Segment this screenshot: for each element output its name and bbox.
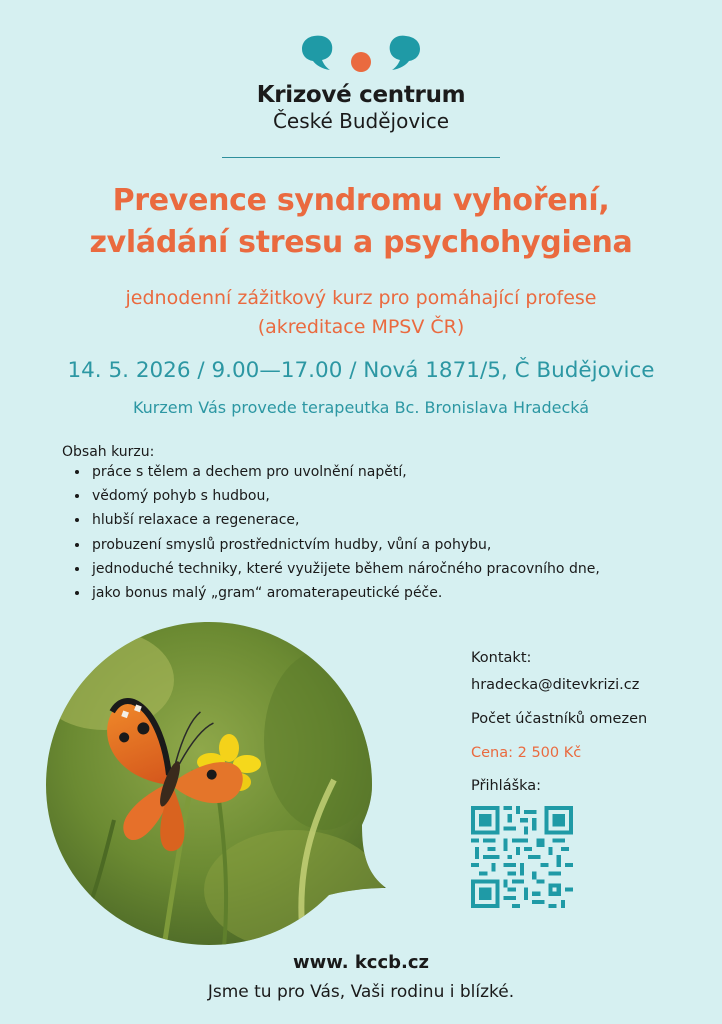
list-item: • hlubší relaxace a regenerace, [90, 508, 600, 532]
contact-email[interactable]: hradecka@ditevkrizi.cz [471, 677, 640, 693]
event-date-location: 14. 5. 2026 / 9.00—17.00 / Nová 1871/5, Č Budějovice [67, 358, 655, 383]
lector-line: Kurzem Vás provede terapeutka Bc. Bronislava Hradecká [132, 398, 590, 417]
price-label: Cena: 2 500 Kč [471, 745, 582, 761]
capacity-note: Počet účastníků omezen [471, 711, 648, 727]
list-item: • jednoduché techniky, které využijete během náročného pracovního dne, [90, 557, 600, 581]
website-link[interactable]: www. kccb.cz [292, 952, 430, 973]
contact-label: Kontakt: [471, 650, 532, 666]
content-heading: Obsah kurzu: [62, 444, 155, 460]
list-item: • práce s tělem a dechem pro uvolnění napětí, [90, 460, 600, 484]
content-list [62, 460, 600, 605]
page-title [0, 180, 722, 264]
title-line-1: Prevence syndromu vyhoření, [112, 183, 610, 218]
registration-label: Přihláška: [471, 778, 542, 794]
subtitle [0, 284, 722, 342]
subtitle-line-1: jednodenní zážitkový kurz pro pomáhající profese [125, 287, 597, 309]
brand-name: Krizové centrum [256, 82, 466, 108]
butterfly-photo [44, 620, 390, 947]
slogan: Jsme tu pro Vás, Vaši rodinu i blízké. [207, 982, 515, 1002]
brand-city: České Budějovice [272, 109, 450, 133]
list-item: • jako bonus malý „gram“ aromaterapeutické péče. [90, 581, 600, 605]
qr-code-icon[interactable] [471, 806, 573, 908]
subtitle-line-2: (akreditace MPSV ČR) [257, 316, 465, 338]
list-item: • probuzení smyslů prostřednictvím hudby, vůní a pohybu, [90, 533, 600, 557]
title-line-2: zvládání stresu a psychohygiena [89, 225, 633, 260]
header-divider [222, 157, 500, 158]
logo-speech-bubbles-icon [300, 34, 422, 78]
list-item: • vědomý pohyb s hudbou, [90, 484, 600, 508]
